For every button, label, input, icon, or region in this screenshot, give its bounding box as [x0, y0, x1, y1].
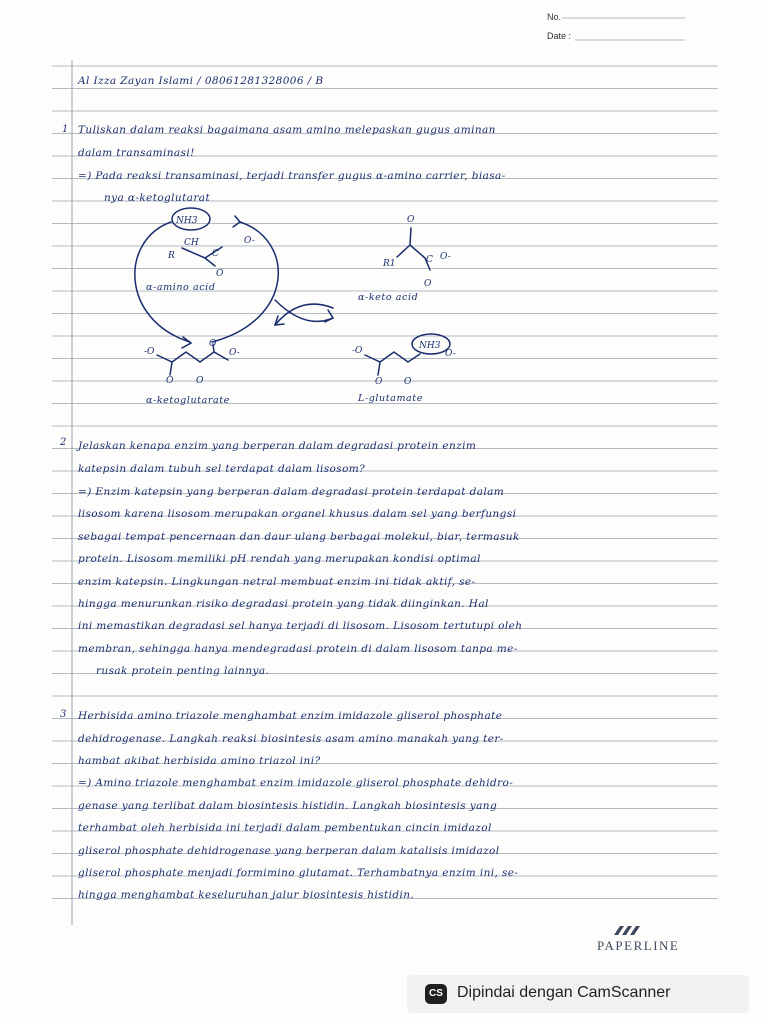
- glutamate-o-minus-left: -O: [352, 346, 363, 356]
- carbonyl-o: O: [216, 269, 224, 279]
- answer-3-line-1: =) Amino triazole menghambat enzim imidazole gliserol phosphate dehidro-: [78, 777, 514, 789]
- answer-2-line-7: ini memastikan degradasi sel hanya terjadi di lisosom. Lisosom tertutupi oleh: [78, 620, 523, 632]
- keto-r1-label: R1: [383, 259, 396, 269]
- question-3-line-1: Herbisida amino triazole menghambat enzim imidazole gliserol phosphate: [78, 710, 503, 722]
- arrowhead-left: [182, 337, 191, 348]
- carboxyl-o-minus: O-: [244, 236, 255, 246]
- label-alpha-ketoglutarate: α-ketoglutarate: [146, 395, 230, 406]
- question-3-line-3: hambat akibat herbisida amino triazol ini?: [78, 755, 321, 767]
- keto-carbon-label: C: [426, 255, 433, 265]
- question-1-number: 1: [62, 124, 69, 135]
- ketoglutarate-chain: [157, 344, 228, 375]
- answer-1-line-1: =) Pada reaksi transaminasi, terjadi transfer gugus α-amino carrier, biasa-: [78, 170, 506, 182]
- answer-3-line-4: gliserol phosphate dehidrogenase yang berperan dalam katalisis imidazol: [78, 845, 500, 857]
- answer-3-line-6: hingga menghambat keseluruhan jalur biosintesis histidin.: [78, 889, 415, 901]
- camscanner-label: Dipindai dengan CamScanner: [457, 984, 671, 1001]
- ketoglutarate-o-minus-left: -O: [144, 347, 155, 357]
- glutamate-o-bottom-2: O: [404, 377, 412, 387]
- camscanner-logo-icon: CS: [425, 984, 447, 1004]
- answer-2-line-1: =) Enzim katepsin yang berperan dalam degradasi protein terdapat dalam: [78, 486, 505, 498]
- question-3-line-2: dehidrogenase. Langkah reaksi biosintesis asam amino manakah yang ter-: [78, 733, 504, 745]
- camscanner-watermark: [407, 975, 749, 1013]
- no-label: No.: [547, 12, 562, 22]
- answer-2-line-2: lisosom karena lisosom merupakan organel khusus dalam sel yang berfungsi: [78, 508, 517, 520]
- alpha-carbon-label: CH: [184, 238, 199, 248]
- keto-o-minus: O-: [440, 252, 451, 262]
- reaction-arrow-right: [275, 300, 333, 321]
- answer-2-line-9: rusak protein penting lainnya.: [96, 665, 270, 677]
- student-info: Al Izza Zayan Islami / 08061281328006 / B: [78, 75, 324, 87]
- question-1-line-2: dalam transaminasi!: [78, 147, 195, 159]
- label-alpha-amino-acid: α-amino acid: [146, 282, 216, 293]
- date-label: Date :: [547, 31, 572, 41]
- answer-2-line-4: protein. Lisosom memiliki pH rendah yang merupakan kondisi optimal: [78, 553, 481, 565]
- question-3-number: 3: [60, 709, 67, 720]
- amino-group-label: NH3: [176, 216, 198, 226]
- label-alpha-keto-acid: α-keto acid: [358, 292, 419, 303]
- question-1-line-1: Tuliskan dalam reaksi bagaimana asam amino melepaskan gugus aminan: [78, 124, 496, 136]
- answer-2-line-6: hingga menurunkan risiko degradasi protein yang tidak diinginkan. Hal: [78, 598, 489, 610]
- arrowhead-right: [233, 216, 240, 227]
- ketoglutarate-o-bottom-1: O: [166, 376, 174, 386]
- ketoglutarate-o-minus-right: O-: [229, 348, 240, 358]
- answer-2-line-3: sebagai tempat pencernaan dan daur ulang berbagai molekul, biar, termasuk: [78, 531, 520, 543]
- keto-o-bottom: O: [424, 279, 432, 289]
- question-2-line-2: katepsin dalam tubuh sel terdapat dalam lisosom?: [78, 463, 366, 475]
- ketoglutarate-o-bottom-2: O: [196, 376, 204, 386]
- r-group-label: R: [168, 251, 175, 261]
- label-l-glutamate: L-glutamate: [358, 393, 423, 404]
- question-2-number: 2: [60, 437, 67, 448]
- glutamate-amino-label: NH3: [419, 341, 441, 351]
- answer-3-line-3: terhambat oleh herbisida ini terjadi dalam pembentukan cincin imidazol: [78, 822, 492, 834]
- glutamate-chain: [365, 352, 420, 375]
- answer-3-line-5: gliserol phosphate menjadi formimino glutamat. Terhambatnya enzim ini, se-: [78, 867, 519, 879]
- glutamate-o-bottom-1: O: [375, 377, 383, 387]
- keto-o-top: O: [407, 215, 415, 225]
- paperline-brand: PAPERLINE: [597, 938, 680, 953]
- carboxyl-carbon-label: C: [212, 249, 219, 259]
- question-2-line-1: Jelaskan kenapa enzim yang berperan dalam degradasi protein enzim: [78, 440, 477, 452]
- answer-1-line-2: nya α-ketoglutarat: [104, 192, 211, 204]
- answer-3-line-2: genase yang terlibat dalam biosintesis histidin. Langkah biosintesis yang: [78, 800, 498, 812]
- ketoglutarate-o-top: O: [209, 339, 217, 349]
- glutamate-o-minus-right: O-: [445, 349, 456, 359]
- answer-2-line-5: enzim katepsin. Lingkungan netral membuat enzim ini tidak aktif, se-: [78, 576, 476, 588]
- answer-2-line-8: membran, sehingga hanya mendegradasi protein di dalam lisosom tanpa me-: [78, 643, 518, 655]
- paperline-logo-icon: [612, 924, 640, 936]
